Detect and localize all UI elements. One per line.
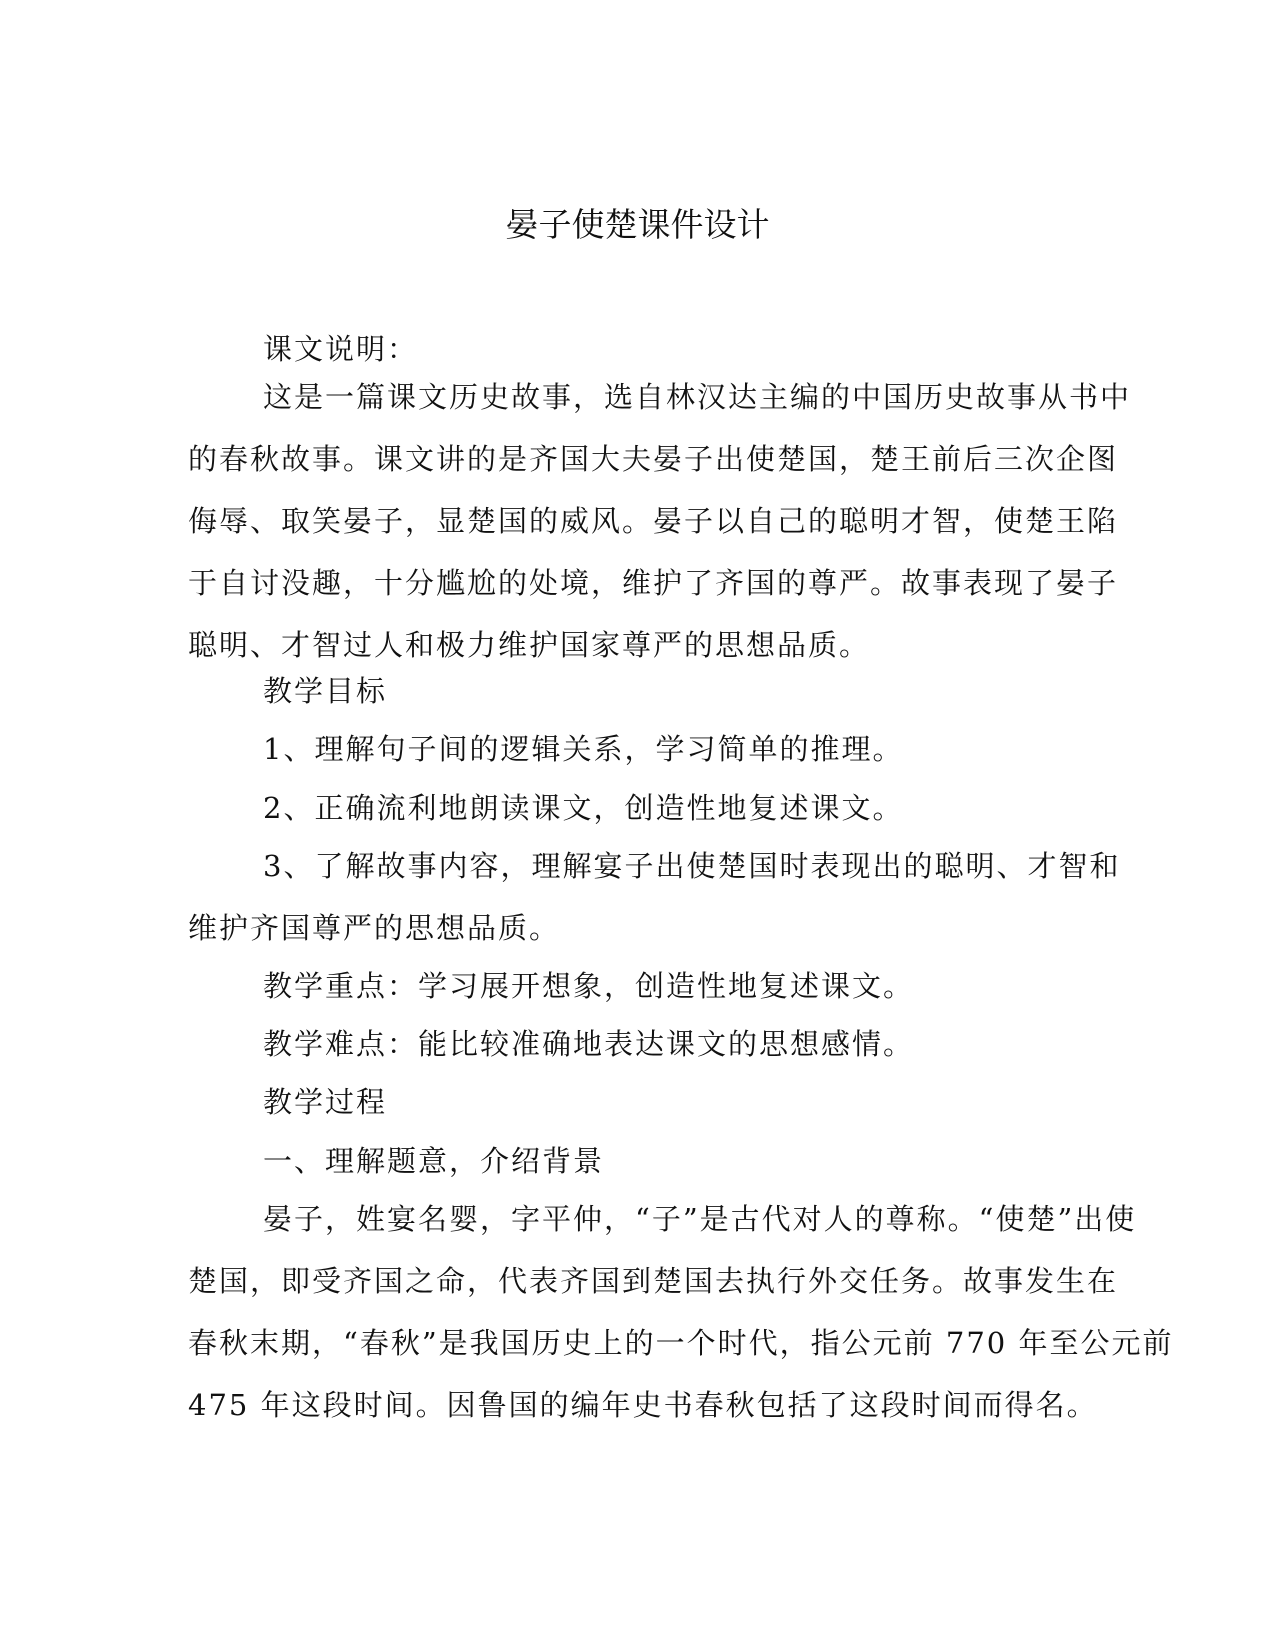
text-line: 楚国，即受齐国之命，代表齐国到楚国去执行外交任务。故事发生在 — [188, 1264, 1119, 1298]
text-line: 教学难点：能比较准确地表达课文的思想感情。 — [263, 1027, 915, 1061]
paragraph-lesson-explanation — [188, 366, 1132, 676]
text-line: 475 年这段时间。因鲁国的编年史书春秋包括了这段时间而得名。 — [188, 1388, 1098, 1422]
paragraph-teaching-process-heading — [263, 1071, 1163, 1133]
text-line: 3、了解故事内容，理解宴子出使楚国时表现出的聪明、才智和 — [263, 849, 1121, 883]
text-line: 春秋末期，“春秋”是我国历史上的一个时代，指公元前 770 年至公元前 — [188, 1326, 1174, 1360]
paragraph-section-1-heading — [263, 1130, 1163, 1192]
text-line: 课文说明： — [263, 332, 419, 366]
paragraph-teaching-goals-heading — [263, 660, 1163, 722]
text-line: 这是一篇课文历史故事，选自林汉达主编的中国历史故事从书中 — [263, 380, 1132, 414]
paragraph-goal-3 — [188, 835, 1121, 959]
text-line: 教学目标 — [263, 674, 388, 708]
paragraph-teaching-difficulty — [263, 1013, 1163, 1075]
text-line: 维护齐国尊严的思想品质。 — [188, 911, 561, 945]
text-line: 一、理解题意，介绍背景 — [263, 1144, 605, 1178]
text-line: 聪明、才智过人和极力维护国家尊严的思想品质。 — [188, 628, 871, 662]
text-line: 侮辱、取笑晏子，显楚国的威风。晏子以自己的聪明才智，使楚王陷 — [188, 504, 1119, 538]
text-line: 于自讨没趣，十分尴尬的处境，维护了齐国的尊严。故事表现了晏子 — [188, 566, 1119, 600]
text-line: 的春秋故事。课文讲的是齐国大夫晏子出使楚国，楚王前后三次企图 — [188, 442, 1119, 476]
text-line: 2、正确流利地朗读课文，创造性地复述课文。 — [263, 791, 904, 825]
text-line: 教学过程 — [263, 1085, 388, 1119]
text-line: 1、理解句子间的逻辑关系，学习简单的推理。 — [263, 732, 904, 766]
paragraph-teaching-focus — [263, 955, 1163, 1017]
paragraph-background — [188, 1188, 1174, 1436]
text-line: 教学重点：学习展开想象，创造性地复述课文。 — [263, 969, 915, 1003]
paragraph-goal-1 — [263, 718, 1163, 780]
text-line: 晏子，姓宴名婴，字平仲，“子”是古代对人的尊称。“使楚”出使 — [263, 1202, 1137, 1236]
paragraph-goal-2 — [263, 777, 1163, 839]
document-title: 晏子使楚课件设计 — [505, 205, 770, 244]
